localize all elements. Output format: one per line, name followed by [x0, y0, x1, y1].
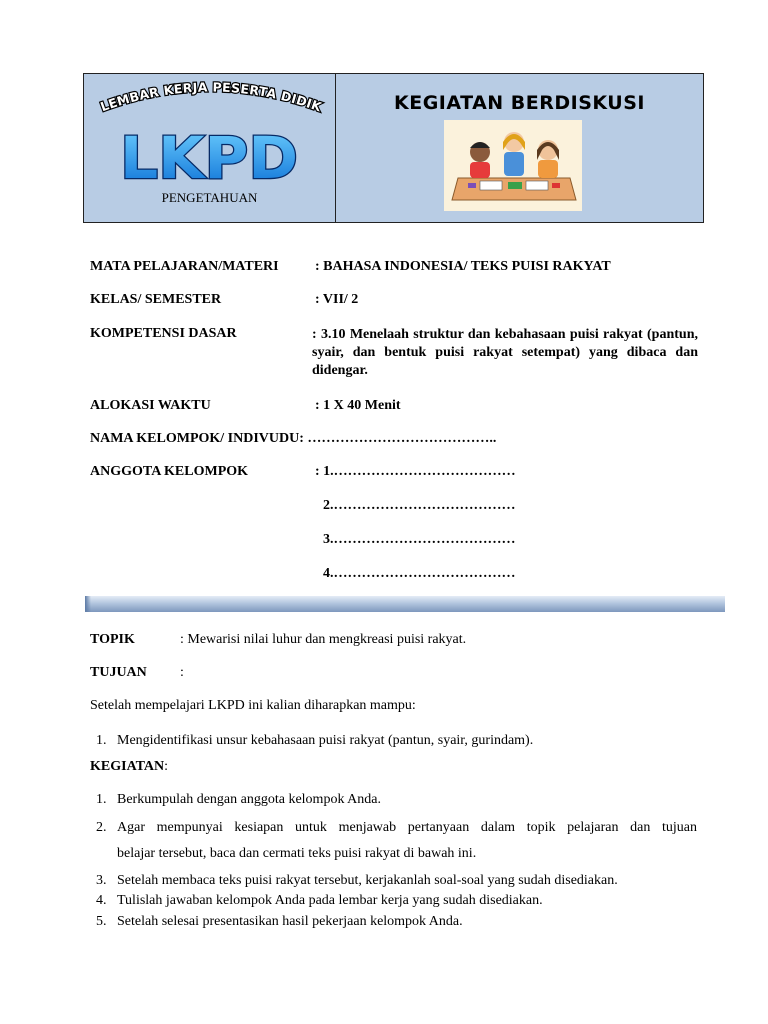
kd-value: : 3.10 Menelaah struktur dan kebahasaan puisi rakyat (pantun, syair, dan bentuk puisi rakyat setempat) yang dibaca dan didengar. [312, 327, 698, 378]
kegiatan-item-line: Agar mempunyai kesiapan untuk menjawab pertanyaan dalam topik pelajaran dan tujuan [117, 820, 697, 835]
tujuan-colon: : [180, 665, 184, 680]
kegiatan-heading [90, 759, 168, 775]
children-discussing-illustration [444, 120, 582, 211]
activity-panel [336, 74, 703, 222]
kegiatan-label: KEGIATAN [90, 759, 165, 774]
anggota-line-2: 2.………………………………… [323, 498, 516, 513]
activity-title: KEGIATAN BERDISKUSI [394, 92, 645, 114]
kegiatan-item-number: 2. [96, 820, 107, 835]
mapel-label: MATA PELAJARAN/MATERI [90, 259, 279, 274]
kegiatan-item-line: belajar tersebut, baca dan cermati teks puisi rakyat di bawah ini. [117, 846, 477, 861]
anggota-line-4: 4.………………………………… [323, 566, 516, 581]
kegiatan-item-number: 1. [96, 792, 107, 807]
kegiatan-item: Setelah selesai presentasikan hasil pekerjaan kelompok Anda. [117, 914, 463, 929]
tujuan-item: Mengidentifikasi unsur kebahasaan puisi rakyat (pantun, syair, gurindam). [117, 733, 534, 748]
nama-kelompok-field: NAMA KELOMPOK/ INDIVUDU: ………………………………….. [90, 431, 497, 446]
tujuan-item-number: 1. [96, 733, 107, 748]
lkpd-logo [114, 126, 304, 188]
kd-label: KOMPETENSI DASAR [90, 326, 237, 341]
anggota-line-1: : 1.………………………………… [315, 464, 516, 479]
kegiatan-item: Berkumpulah dengan anggota kelompok Anda. [117, 792, 381, 807]
mapel-value: : BAHASA INDONESIA/ TEKS PUISI RAKYAT [315, 259, 611, 274]
kegiatan-item-number: 4. [96, 893, 107, 908]
section-divider [85, 596, 725, 612]
alokasi-value: : 1 X 40 Menit [315, 398, 401, 413]
kegiatan-colon: : [164, 759, 169, 774]
kegiatan-item: Tulislah jawaban kelompok Anda pada lembar kerja yang sudah disediakan. [117, 893, 543, 908]
anggota-label: ANGGOTA KELOMPOK [90, 464, 249, 479]
lkpd-logo-panel [84, 74, 336, 222]
tujuan-label: TUJUAN [90, 665, 147, 680]
arc-title-wordart [84, 74, 336, 134]
kelas-value: : VII/ 2 [315, 292, 359, 307]
topik-value: : Mewarisi nilai luhur dan mengkreasi puisi rakyat. [180, 632, 467, 647]
svg-text:LKPD: LKPD [120, 126, 298, 188]
kegiatan-item: Setelah membaca teks puisi rakyat tersebut, kerjakanlah soal-soal yang sudah disediakan. [117, 873, 618, 888]
topik-label: TOPIK [90, 632, 135, 647]
kelas-label: KELAS/ SEMESTER [90, 292, 222, 307]
lkpd-header [83, 73, 704, 223]
kegiatan-item-number: 5. [96, 914, 107, 929]
lkpd-subtitle: PENGETAHUAN [161, 190, 258, 205]
svg-text:LEMBAR KERJA PESERTA DIDIK: LEMBAR KERJA PESERTA DIDIK [98, 79, 324, 115]
anggota-line-3: 3.………………………………… [323, 532, 516, 547]
alokasi-label: ALOKASI WAKTU [90, 398, 211, 413]
kegiatan-item-number: 3. [96, 873, 107, 888]
tujuan-intro: Setelah mempelajari LKPD ini kalian diharapkan mampu: [90, 698, 416, 713]
